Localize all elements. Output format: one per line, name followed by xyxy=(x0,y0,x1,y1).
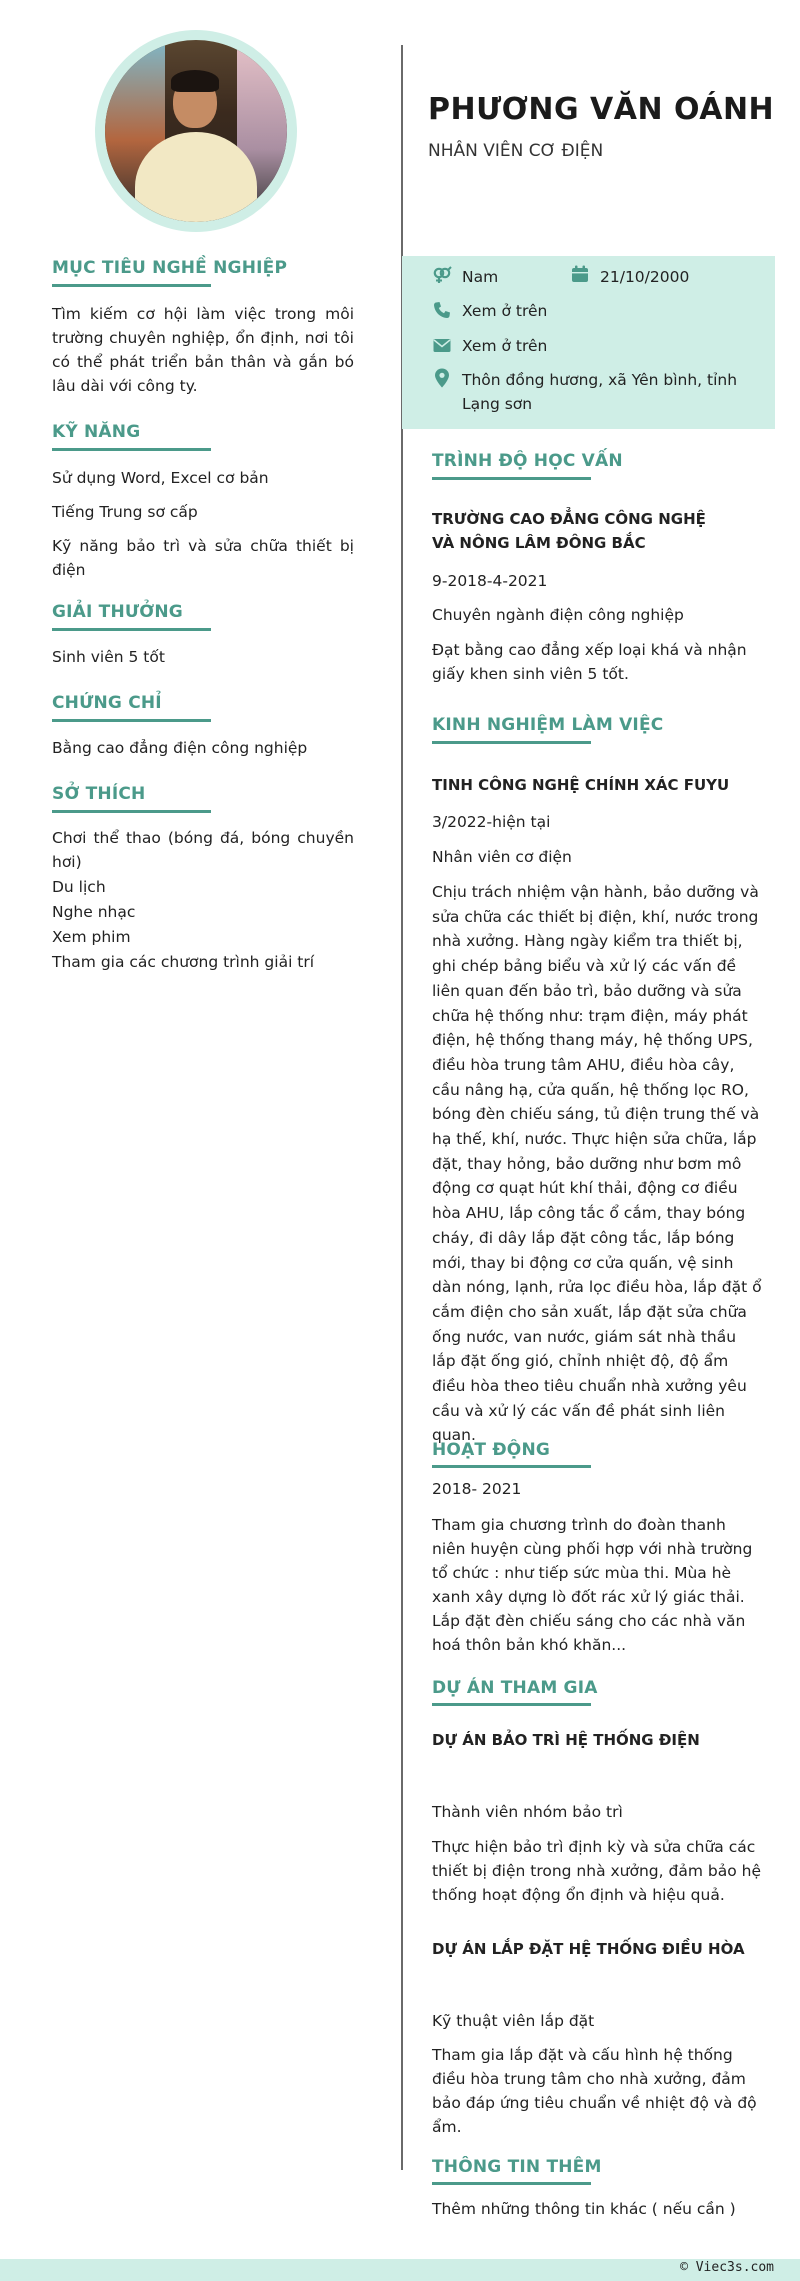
candidate-position: NHÂN VIÊN CƠ ĐIỆN xyxy=(428,141,604,161)
award-item: Sinh viên 5 tốt xyxy=(52,648,165,666)
email-icon xyxy=(432,335,452,355)
experience-period: 3/2022-hiện tại xyxy=(432,813,551,831)
objective-rule xyxy=(52,284,211,287)
email-text: Xem ở trên xyxy=(462,337,548,355)
birthdate-text: 21/10/2000 xyxy=(600,268,690,286)
activities-description: Tham gia chương trình do đoàn thanh niên huyện cùng phối hợp với nhà trường tổ chức : như tiếp sức mùa thi. Mùa hè xanh xây dựng lò đốt rác xử lý giác thải. Lắp đặt đèn chiếu sáng cho các nhà văn hoá thôn bản khó khăn... xyxy=(432,1516,753,1654)
education-rule xyxy=(432,477,591,480)
skill-item: Kỹ năng bảo trì và sửa chữa thiết bị điện xyxy=(52,537,354,579)
hobbies-title: SỞ THÍCH xyxy=(52,784,146,804)
skills-title: KỸ NĂNG xyxy=(52,422,141,442)
education-major: Chuyên ngành điện công nghiệp xyxy=(432,606,684,624)
experience-rule xyxy=(432,741,591,744)
projects-title: DỰ ÁN THAM GIA xyxy=(432,1678,598,1698)
project-name: DỰ ÁN BẢO TRÌ HỆ THỐNG ĐIỆN xyxy=(432,1731,700,1749)
objective-title: MỤC TIÊU NGHỀ NGHIỆP xyxy=(52,258,288,278)
location-icon xyxy=(432,368,452,388)
education-description: Đạt bằng cao đẳng xếp loại khá và nhận giấy khen sinh viên 5 tốt. xyxy=(432,641,747,683)
hobby-item: Xem phim xyxy=(52,928,131,946)
phone-text: Xem ở trên xyxy=(462,302,548,320)
extra-text: Thêm những thông tin khác ( nếu cần ) xyxy=(432,2200,736,2218)
objective-text: Tìm kiếm cơ hội làm việc trong môi trường chuyên nghiệp, ổn định, nơi tôi có thể phát triển bản thân và gắn bó lâu dài với công ty. xyxy=(52,305,354,395)
project-description: Tham gia lắp đặt và cấu hình hệ thống điều hòa trung tâm cho nhà xưởng, đảm bảo đáp ứng tiêu chuẩn về nhiệt độ và độ ẩm. xyxy=(432,2046,757,2136)
calendar-icon xyxy=(570,264,590,284)
gender-icon xyxy=(432,265,452,285)
extra-rule xyxy=(432,2182,591,2185)
certificate-item: Bằng cao đẳng điện công nghiệp xyxy=(52,739,308,757)
skills-rule xyxy=(52,448,211,451)
experience-company: TINH CÔNG NGHỆ CHÍNH XÁC FUYU xyxy=(432,776,730,794)
project-description: Thực hiện bảo trì định kỳ và sửa chữa các thiết bị điện trong nhà xưởng, đảm bảo hệ thống hoạt động ổn định và hiệu quả. xyxy=(432,1838,761,1904)
experience-title: KINH NGHIỆM LÀM VIỆC xyxy=(432,715,664,735)
extra-title: THÔNG TIN THÊM xyxy=(432,2157,602,2177)
activities-period: 2018- 2021 xyxy=(432,1480,522,1498)
project-role: Kỹ thuật viên lắp đặt xyxy=(432,2012,595,2030)
education-school: TRƯỜNG CAO ĐẲNG CÔNG NGHỆ VÀ NÔNG LÂM ĐÔNG BẮC xyxy=(432,510,706,552)
skill-item: Sử dụng Word, Excel cơ bản xyxy=(52,469,269,487)
hobbies-rule xyxy=(52,810,211,813)
skill-item: Tiếng Trung sơ cấp xyxy=(52,503,198,521)
hobby-item: Nghe nhạc xyxy=(52,903,136,921)
gender-text: Nam xyxy=(462,268,499,286)
avatar xyxy=(95,30,297,232)
profile-photo xyxy=(105,40,287,222)
hobby-item: Chơi thể thao (bóng đá, bóng chuyền hơi) xyxy=(52,829,354,871)
hobby-item: Tham gia các chương trình giải trí xyxy=(52,953,315,971)
watermark: © Viec3s.com xyxy=(680,2260,774,2275)
projects-rule xyxy=(432,1703,591,1706)
activities-rule xyxy=(432,1465,591,1468)
project-role: Thành viên nhóm bảo trì xyxy=(432,1803,623,1821)
awards-title: GIẢI THƯỞNG xyxy=(52,602,183,622)
hobby-item: Du lịch xyxy=(52,878,106,896)
project-name: DỰ ÁN LẮP ĐẶT HỆ THỐNG ĐIỀU HÒA xyxy=(432,1940,745,1958)
experience-description: Chịu trách nhiệm vận hành, bảo dưỡng và sửa chữa các thiết bị điện, khí, nước trong nhà xưởng. Hàng ngày kiểm tra thiết bị, ghi chép bảng biểu và xử lý các vấn đề liên quan đến bảo trì, bảo dưỡng và sửa chữa hệ thống như: trạm điện, máy phát điện, hệ thống thang máy, hệ thống UPS, điều hòa trung tâm AHU, điều hòa cây, cầu nâng hạ, cửa quấn, hệ thống lọc RO, bóng đèn chiếu sáng, tủ điện trung thế và hạ thế, khí, nước. Thực hiện sửa chữa, lắp đặt, thay hỏng, bảo dưỡng như bơm mô động cơ quạt hút khí thải, động cơ điều hòa AHU, lắp công tắc ổ cắm, thay bóng cháy, đi dây lắp đặt công tắc, lắp bóng mới, thay bi động cơ cửa quấn, vệ sinh dàn nóng, lạnh, rửa lọc điều hòa, lắp đặt ổ cắm điện cho sản xuất, lắp đặt sửa chữa ống nước, van nước, giám sát nhà thầu lắp đặt ống gió, chỉnh nhiệt độ, độ ẩm điều hòa theo tiêu chuẩn nhà xưởng yêu cầu và xử lý các vấn đề phát sinh liên quan. xyxy=(432,883,762,1445)
address-text: Thôn đồng hương, xã Yên bình, tỉnh Lạng sơn xyxy=(462,371,738,413)
phone-icon xyxy=(432,300,452,320)
education-title: TRÌNH ĐỘ HỌC VẤN xyxy=(432,451,623,471)
certificates-rule xyxy=(52,719,211,722)
candidate-name: PHƯƠNG VĂN OÁNH xyxy=(428,92,775,127)
experience-role: Nhân viên cơ điện xyxy=(432,848,572,866)
education-period: 9-2018-4-2021 xyxy=(432,572,548,590)
awards-rule xyxy=(52,628,211,631)
activities-title: HOẠT ĐỘNG xyxy=(432,1440,551,1460)
certificates-title: CHỨNG CHỈ xyxy=(52,693,162,713)
